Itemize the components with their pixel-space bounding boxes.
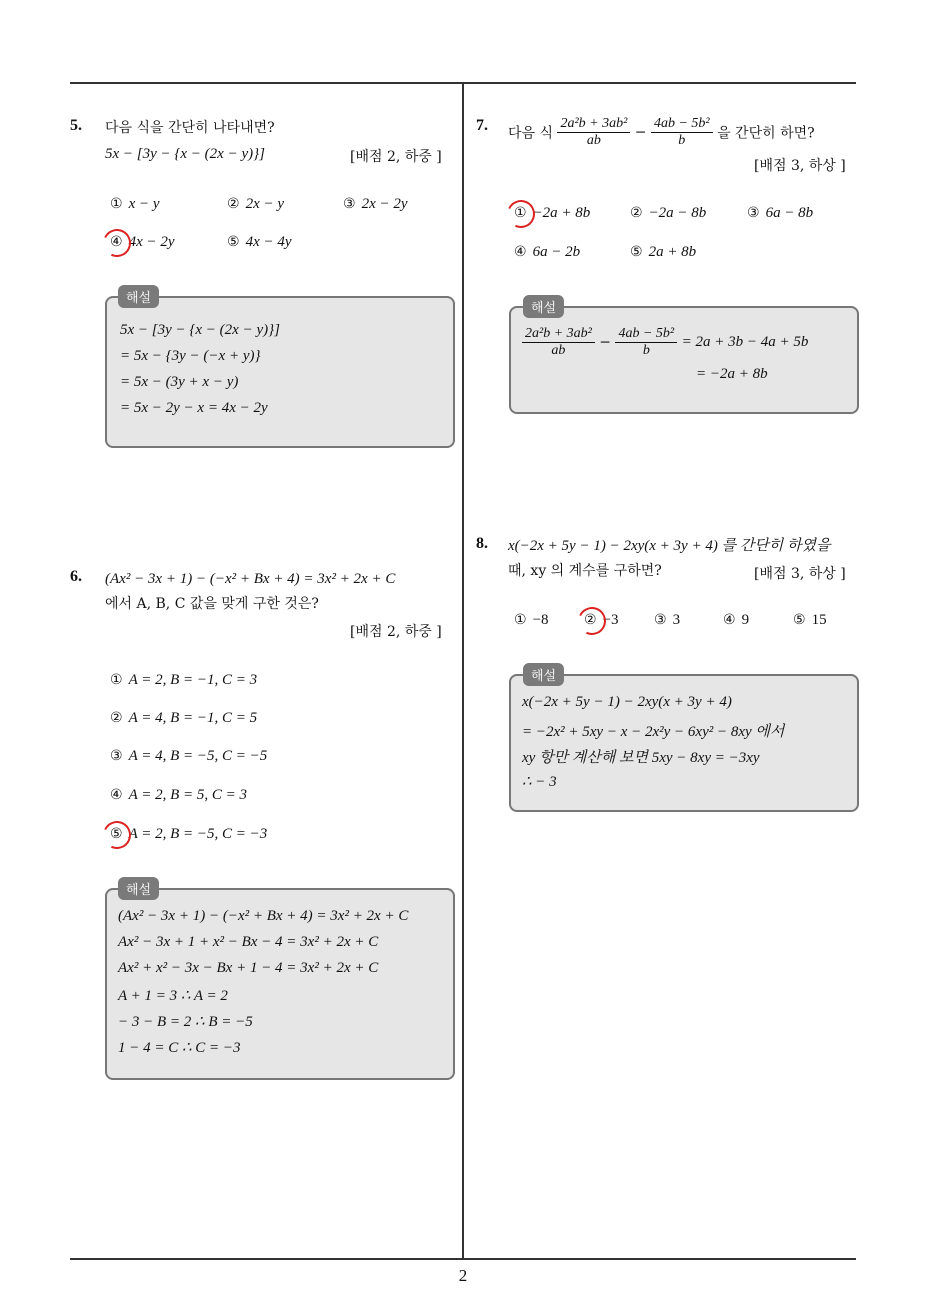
q6-text: 에서 A, B, C 값을 맞게 구한 것은? bbox=[105, 596, 319, 612]
choice-number: ② bbox=[227, 196, 240, 212]
q7-number: 7. bbox=[476, 117, 488, 134]
choice-value: A = 2, B = −1, C = 3 bbox=[128, 672, 258, 688]
answer-mark-icon bbox=[99, 817, 135, 853]
q7-solution-tag: 해설 bbox=[523, 295, 564, 318]
answer-mark-icon bbox=[99, 225, 135, 261]
choice-value: 15 bbox=[811, 612, 827, 628]
choice-number: ④ bbox=[514, 244, 527, 260]
q7-text-before: 다음 식 bbox=[508, 125, 554, 142]
choice-number: ④ bbox=[110, 787, 123, 803]
choice-value: x − y bbox=[128, 196, 160, 212]
q8-solution-line: xy 항만 계산해 보면 5xy − 8xy = −3xy bbox=[522, 750, 760, 766]
q5-text: 다음 식을 간단히 나타내면? bbox=[105, 120, 275, 136]
q7-solution-line-1 bbox=[522, 326, 808, 359]
q5-choice-5[interactable] bbox=[227, 234, 292, 251]
choice-value: 9 bbox=[741, 612, 750, 628]
q6-solution-line: A + 1 = 3 ∴ A = 2 bbox=[118, 988, 228, 1004]
q6-solution-line: − 3 − B = 2 ∴ B = −5 bbox=[118, 1014, 253, 1030]
q5-expression: 5x − [3y − {x − (2x − y)}] bbox=[105, 146, 265, 162]
q7-choice-4[interactable] bbox=[514, 244, 580, 261]
choice-value: −2a − 8b bbox=[648, 205, 707, 221]
choice-value: 6a − 8b bbox=[765, 205, 814, 221]
q8-choice-3[interactable] bbox=[654, 612, 680, 629]
q6-solution-line: Ax² + x² − 3x − Bx + 1 − 4 = 3x² + 2x + C bbox=[118, 960, 379, 976]
choice-value: 2x − y bbox=[245, 196, 284, 212]
q8-solution-line: = −2x² + 5xy − x − 2x²y − 6xy² − 8xy 에서 bbox=[522, 724, 785, 740]
q6-solution-line: 1 − 4 = C ∴ C = −3 bbox=[118, 1040, 241, 1056]
q5-solution-line: 5x − [3y − {x − (2x − y)}] bbox=[120, 322, 280, 338]
q6-choice-1[interactable] bbox=[110, 672, 257, 689]
choice-number: ① bbox=[110, 672, 123, 688]
answer-mark-icon bbox=[574, 603, 610, 639]
choice-number: ① bbox=[514, 612, 527, 628]
choice-value: A = 4, B = −1, C = 5 bbox=[128, 710, 258, 726]
choice-number: ④ bbox=[723, 612, 736, 628]
q5-choice-2[interactable] bbox=[227, 196, 284, 213]
choice-number: ② bbox=[110, 710, 123, 726]
choice-number: ⑤ bbox=[630, 244, 643, 260]
q7-fraction-2: $\frac{\text{4ab − 5b²}}{b}$ bbox=[651, 116, 713, 149]
q6-score: [배점 2, 하중 ] bbox=[350, 624, 442, 640]
q5-solution-tag: 해설 bbox=[118, 285, 159, 308]
answer-mark-icon bbox=[503, 196, 539, 232]
choice-number: ⑤ bbox=[227, 234, 240, 250]
choice-number: ④ bbox=[110, 234, 123, 250]
choice-number: ⑤ bbox=[110, 826, 123, 842]
q6-solution-tag: 해설 bbox=[118, 877, 159, 900]
choice-number: ③ bbox=[654, 612, 667, 628]
choice-number: ② bbox=[584, 612, 597, 628]
q7-score: [배점 3, 하상 ] bbox=[754, 158, 846, 174]
choice-value: A = 2, B = −5, C = −3 bbox=[128, 826, 268, 842]
choice-value: −2a + 8b bbox=[532, 205, 591, 221]
q7-sol-minus: − bbox=[599, 334, 612, 351]
q6-choice-5[interactable] bbox=[110, 826, 267, 843]
choice-value: A = 4, B = −5, C = −5 bbox=[128, 748, 268, 764]
q5-solution-line: = 5x − 2y − x = 4x − 2y bbox=[120, 400, 268, 416]
choice-number: ⑤ bbox=[793, 612, 806, 628]
choice-number: ① bbox=[514, 205, 527, 221]
choice-value: −3 bbox=[602, 612, 619, 628]
q7-sol-result: = 2a + 3b − 4a + 5b bbox=[681, 334, 809, 350]
q8-solution-line: ∴ − 3 bbox=[522, 774, 557, 790]
q6-solution-line: Ax² − 3x + 1 + x² − Bx − 4 = 3x² + 2x + C bbox=[118, 934, 379, 950]
q7-sol-fraction-1: $\frac{\text{2a²b + 3ab²}}{ab}$ bbox=[522, 326, 595, 359]
q5-solution-line: = 5x − {3y − (−x + y)} bbox=[120, 348, 261, 364]
q6-expression: (Ax² − 3x + 1) − (−x² + Bx + 4) = 3x² + 2x + C bbox=[105, 571, 396, 587]
choice-value: 4x − 2y bbox=[128, 234, 175, 250]
choice-number: ② bbox=[630, 205, 643, 221]
page-number: 2 bbox=[458, 1266, 468, 1285]
q8-solution-line: x(−2x + 5y − 1) − 2xy(x + 3y + 4) bbox=[522, 694, 732, 710]
column-divider bbox=[462, 82, 464, 1259]
q8-line-1: x(−2x + 5y − 1) − 2xy(x + 3y + 4) 를 간단히 하였을 bbox=[508, 538, 831, 554]
q7-solution-box bbox=[509, 306, 859, 414]
choice-value: 3 bbox=[672, 612, 681, 628]
q8-solution-tag: 해설 bbox=[523, 663, 564, 686]
q6-solution-line: (Ax² − 3x + 1) − (−x² + Bx + 4) = 3x² + 2x + C bbox=[118, 908, 409, 924]
choice-number: ③ bbox=[747, 205, 760, 221]
q7-minus: − bbox=[634, 124, 647, 141]
q5-number: 5. bbox=[70, 117, 82, 134]
q5-score: [배점 2, 하중 ] bbox=[350, 149, 442, 165]
choice-value: 2a + 8b bbox=[648, 244, 697, 260]
q8-line-2: 때, xy 의 계수를 구하면? bbox=[508, 563, 662, 579]
q7-sol-fraction-2: $\frac{\text{4ab − 5b²}}{b}$ bbox=[615, 326, 677, 359]
choice-value: 4x − 4y bbox=[245, 234, 292, 250]
choice-value: 2x − 2y bbox=[361, 196, 408, 212]
q5-solution-line: = 5x − (3y + x − y) bbox=[120, 374, 239, 390]
q6-choice-4[interactable] bbox=[110, 787, 247, 804]
choice-value: −8 bbox=[532, 612, 549, 628]
q8-choice-1[interactable] bbox=[514, 612, 549, 629]
q8-score: [배점 3, 하상 ] bbox=[754, 566, 846, 582]
q7-choice-3[interactable] bbox=[747, 205, 813, 222]
choice-value: 6a − 2b bbox=[532, 244, 581, 260]
q7-fraction-1: $\frac{\text{2a²b + 3ab²}}{ab}$ bbox=[557, 116, 630, 149]
q7-text-after: 을 간단히 하면? bbox=[717, 125, 815, 142]
choice-number: ③ bbox=[110, 748, 123, 764]
q8-choice-5[interactable] bbox=[793, 612, 827, 629]
q7-solution-line-2: = −2a + 8b bbox=[696, 366, 768, 382]
choice-number: ③ bbox=[343, 196, 356, 212]
q7-choice-5[interactable] bbox=[630, 244, 696, 261]
q8-choice-4[interactable] bbox=[723, 612, 749, 629]
q5-choice-1[interactable] bbox=[110, 196, 160, 213]
q6-number: 6. bbox=[70, 568, 82, 585]
choice-number: ① bbox=[110, 196, 123, 212]
q6-choice-3[interactable] bbox=[110, 748, 267, 765]
q6-choice-2[interactable] bbox=[110, 710, 257, 727]
q7-question bbox=[508, 116, 815, 149]
q7-choice-2[interactable] bbox=[630, 205, 706, 222]
choice-value: A = 2, B = 5, C = 3 bbox=[128, 787, 247, 803]
q8-number: 8. bbox=[476, 535, 488, 552]
q5-solution-box bbox=[105, 296, 455, 448]
q5-choice-3[interactable] bbox=[343, 196, 408, 213]
